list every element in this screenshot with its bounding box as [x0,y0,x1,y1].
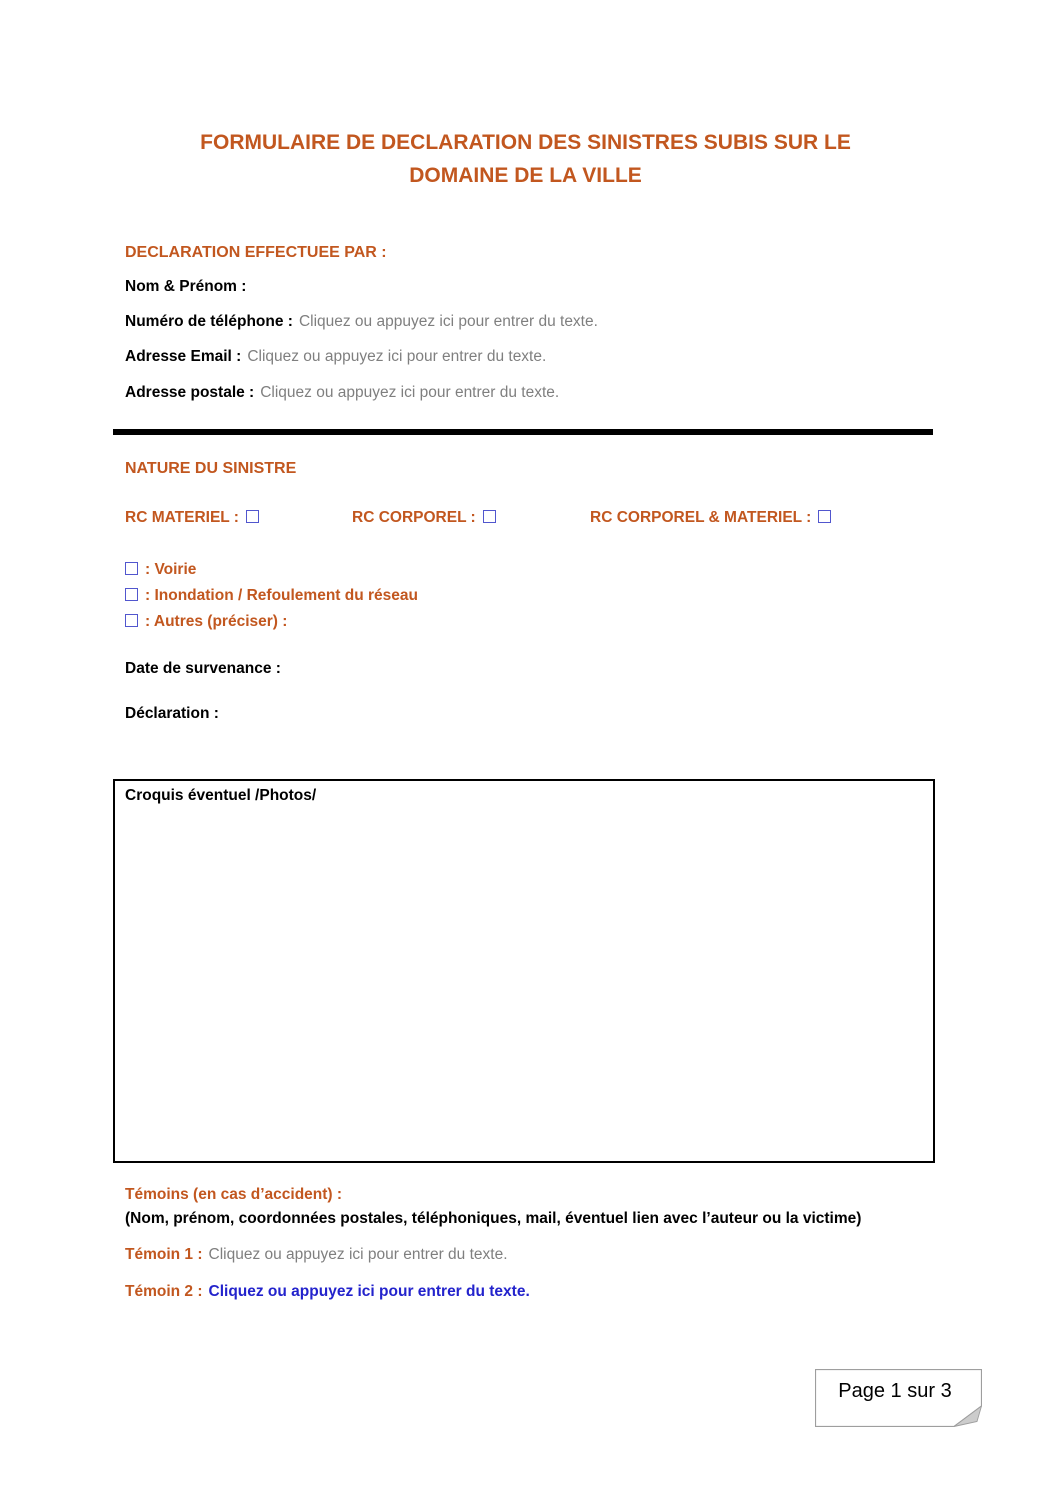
temoin2-label: Témoin 2 : [125,1283,203,1300]
page-title [0,126,1051,192]
section-heading-declarant: DECLARATION EFFECTUEE PAR : [125,244,387,261]
type-row-voirie [125,561,196,579]
voirie-label: : Voirie [145,561,197,578]
field-row-email [125,348,546,366]
telephone-label: Numéro de téléphone : [125,313,293,330]
section-heading-nature: NATURE DU SINISTRE [125,460,297,477]
field-row-nom [125,278,246,296]
email-label: Adresse Email : [125,348,242,365]
page-number-badge [815,1369,982,1427]
rc-corporel-materiel-label: RC CORPOREL & MATERIEL : [590,509,812,526]
type-row-autres [125,613,287,631]
witnesses-heading: Témoins (en cas d’accident) : [125,1186,343,1203]
telephone-input[interactable]: Cliquez ou appuyez ici pour entrer du texte. [298,313,598,330]
temoin1-label: Témoin 1 : [125,1246,203,1263]
rc-corporel-materiel-option [590,509,831,527]
rc-materiel-label: RC MATERIEL : [125,509,239,526]
voirie-checkbox[interactable] [125,562,138,575]
page-title-line1: FORMULAIRE DE DECLARATION DES SINISTRES SUBIS SUR LE [200,131,851,154]
temoin2-input[interactable]: Cliquez ou appuyez ici pour entrer du texte. [208,1283,530,1300]
rc-materiel-option [125,509,259,527]
page-title-line2: DOMAINE DE LA VILLE [409,164,642,187]
section-divider [113,429,933,435]
inondation-checkbox[interactable] [125,588,138,601]
rc-corporel-label: RC CORPOREL : [352,509,476,526]
witnesses-note: (Nom, prénom, coordonnées postales, téléphoniques, mail, éventuel lien avec l’auteur ou la victime) [125,1210,862,1227]
rc-materiel-checkbox[interactable] [246,510,259,523]
page-number-label: Page 1 sur 3 [838,1380,952,1402]
temoin1-input[interactable]: Cliquez ou appuyez ici pour entrer du texte. [208,1246,508,1263]
adresse-postale-input[interactable]: Cliquez ou appuyez ici pour entrer du texte. [260,384,560,401]
autres-label: : Autres (préciser) : [145,613,288,630]
rc-corporel-checkbox[interactable] [483,510,496,523]
field-row-temoin2 [125,1283,530,1301]
adresse-postale-label: Adresse postale : [125,384,255,401]
rc-corporel-materiel-checkbox[interactable] [818,510,831,523]
rc-corporel-option [352,509,496,527]
field-row-adresse [125,384,559,402]
declaration-label: Déclaration : [125,705,219,722]
email-input[interactable]: Cliquez ou appuyez ici pour entrer du texte. [247,348,547,365]
sketch-photos-box[interactable] [113,779,935,1163]
sketch-box-label: Croquis éventuel /Photos/ [125,787,317,804]
inondation-label: : Inondation / Refoulement du réseau [145,587,418,604]
field-row-temoin1 [125,1246,508,1264]
field-row-telephone [125,313,598,331]
date-survenance-label: Date de survenance : [125,660,281,677]
nom-prenom-label: Nom & Prénom : [125,278,247,295]
type-row-inondation [125,587,418,605]
autres-checkbox[interactable] [125,614,138,627]
